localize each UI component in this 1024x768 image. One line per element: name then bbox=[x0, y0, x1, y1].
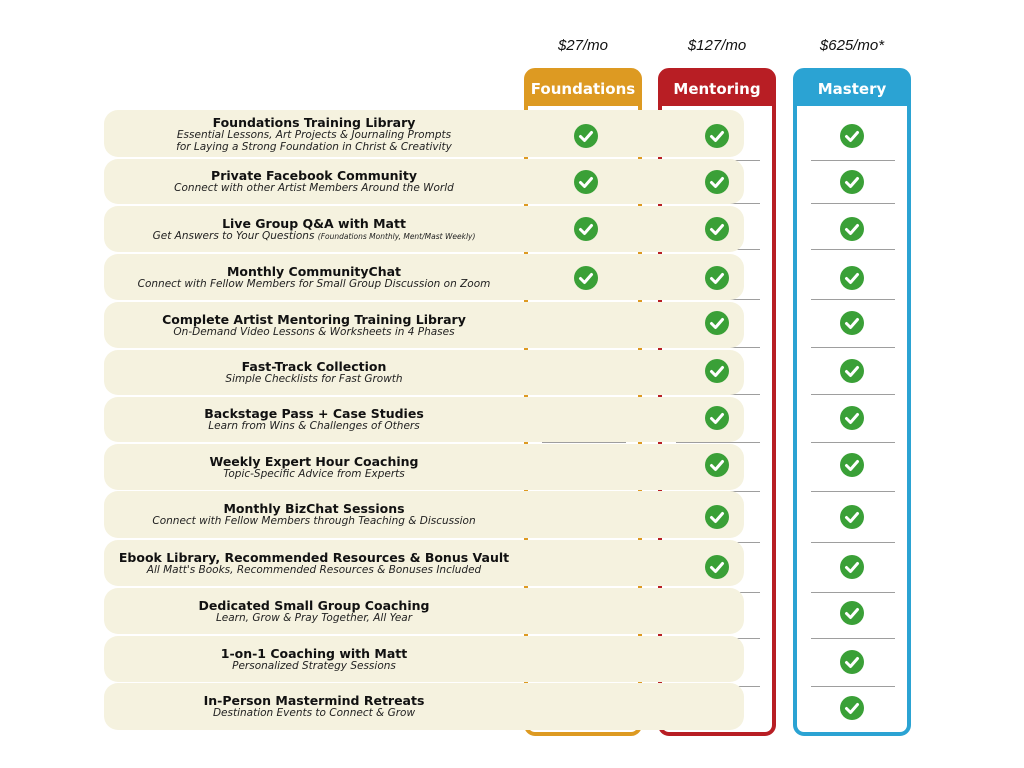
plan-price-mastery: $625/mo* bbox=[819, 37, 885, 54]
plan-column-mastery bbox=[793, 68, 911, 736]
feature-subtitle: All Matt's Books, Recommended Resources & Bonuses Included bbox=[146, 564, 482, 576]
check-icon bbox=[840, 555, 864, 579]
feature-title: Live Group Q&A with Matt bbox=[222, 216, 406, 231]
check-icon bbox=[705, 170, 729, 194]
check-icon bbox=[574, 266, 598, 290]
check-icon bbox=[840, 650, 864, 674]
feature-subtitle: Connect with Fellow Members through Teaching & Discussion bbox=[152, 515, 476, 527]
feature-row bbox=[104, 540, 744, 586]
check-icon bbox=[705, 406, 729, 430]
plan-name-mastery: Mastery bbox=[797, 72, 907, 106]
feature-subtitle: Simple Checklists for Fast Growth bbox=[225, 373, 403, 385]
row-divider bbox=[811, 442, 895, 443]
row-divider bbox=[811, 592, 895, 593]
feature-subtitle: Essential Lessons, Art Projects & Journaling Prompts bbox=[176, 129, 452, 141]
feature-subtitle-line2: for Laying a Strong Foundation in Christ & Creativity bbox=[176, 140, 452, 153]
row-divider bbox=[676, 442, 760, 443]
row-divider bbox=[811, 160, 895, 161]
row-divider bbox=[811, 299, 895, 300]
check-icon bbox=[574, 217, 598, 241]
feature-subtitle: Connect with other Artist Members Around the World bbox=[174, 182, 454, 194]
row-divider bbox=[811, 249, 895, 250]
check-icon bbox=[705, 217, 729, 241]
feature-title: Weekly Expert Hour Coaching bbox=[209, 454, 419, 469]
check-icon bbox=[705, 453, 729, 477]
row-divider bbox=[811, 686, 895, 687]
feature-title: Complete Artist Mentoring Training Library bbox=[162, 312, 466, 327]
check-icon bbox=[840, 406, 864, 430]
feature-subtitle: Learn from Wins & Challenges of Others bbox=[208, 420, 420, 432]
row-divider bbox=[811, 638, 895, 639]
feature-row bbox=[104, 491, 744, 538]
check-icon bbox=[705, 505, 729, 529]
check-icon bbox=[705, 124, 729, 148]
feature-row bbox=[104, 636, 744, 682]
feature-row bbox=[104, 159, 744, 204]
check-icon bbox=[840, 505, 864, 529]
check-icon bbox=[705, 359, 729, 383]
feature-row bbox=[104, 206, 744, 252]
feature-subtitle: Get Answers to Your Questions bbox=[152, 230, 315, 242]
feature-subtitle: Topic-Specific Advice from Experts bbox=[223, 468, 405, 480]
plan-name-foundations: Foundations bbox=[528, 72, 638, 106]
check-icon bbox=[840, 170, 864, 194]
feature-subtitle: Personalized Strategy Sessions bbox=[232, 660, 396, 672]
check-icon bbox=[574, 170, 598, 194]
feature-title: In-Person Mastermind Retreats bbox=[203, 693, 425, 708]
check-icon bbox=[574, 124, 598, 148]
plan-name-mentoring: Mentoring bbox=[662, 72, 772, 106]
row-divider bbox=[811, 542, 895, 543]
check-icon bbox=[840, 601, 864, 625]
check-icon bbox=[840, 311, 864, 335]
feature-title: Foundations Training Library bbox=[212, 115, 416, 130]
check-icon bbox=[705, 266, 729, 290]
feature-subtitle: Destination Events to Connect & Grow bbox=[212, 707, 416, 719]
feature-subtitle: Connect with Fellow Members for Small Group Discussion on Zoom bbox=[137, 278, 491, 290]
check-icon bbox=[840, 266, 864, 290]
row-divider bbox=[811, 491, 895, 492]
check-icon bbox=[840, 453, 864, 477]
feature-title: Dedicated Small Group Coaching bbox=[198, 598, 430, 613]
feature-row bbox=[104, 302, 744, 348]
feature-row bbox=[104, 588, 744, 634]
feature-title: Private Facebook Community bbox=[211, 168, 417, 183]
check-icon bbox=[705, 555, 729, 579]
feature-title: Monthly CommunityChat bbox=[226, 264, 402, 279]
row-divider bbox=[542, 442, 626, 443]
feature-subtitle: On-Demand Video Lessons & Worksheets in 4 Phases bbox=[173, 326, 455, 338]
feature-subtitle: Learn, Grow & Pray Together, All Year bbox=[215, 612, 413, 624]
feature-title: 1-on-1 Coaching with Matt bbox=[220, 646, 408, 661]
feature-row bbox=[104, 350, 744, 395]
plan-price-foundations: $27/mo bbox=[557, 37, 609, 54]
feature-row bbox=[104, 397, 744, 442]
plan-price-mentoring: $127/mo bbox=[687, 37, 747, 54]
row-divider bbox=[811, 347, 895, 348]
feature-title: Fast-Track Collection bbox=[241, 359, 387, 374]
row-divider bbox=[811, 203, 895, 204]
feature-title: Backstage Pass + Case Studies bbox=[204, 406, 424, 421]
feature-title: Monthly BizChat Sessions bbox=[223, 501, 405, 516]
feature-row bbox=[104, 110, 744, 157]
feature-row bbox=[104, 444, 744, 490]
check-icon bbox=[840, 696, 864, 720]
check-icon bbox=[840, 217, 864, 241]
feature-row bbox=[104, 683, 744, 730]
feature-title: Ebook Library, Recommended Resources & Bonus Vault bbox=[118, 550, 510, 565]
check-icon bbox=[840, 124, 864, 148]
feature-note: (Foundations Monthly, Ment/Mast Weekly) bbox=[317, 232, 476, 241]
check-icon bbox=[705, 311, 729, 335]
check-icon bbox=[840, 359, 864, 383]
row-divider bbox=[811, 394, 895, 395]
feature-row bbox=[104, 254, 744, 300]
